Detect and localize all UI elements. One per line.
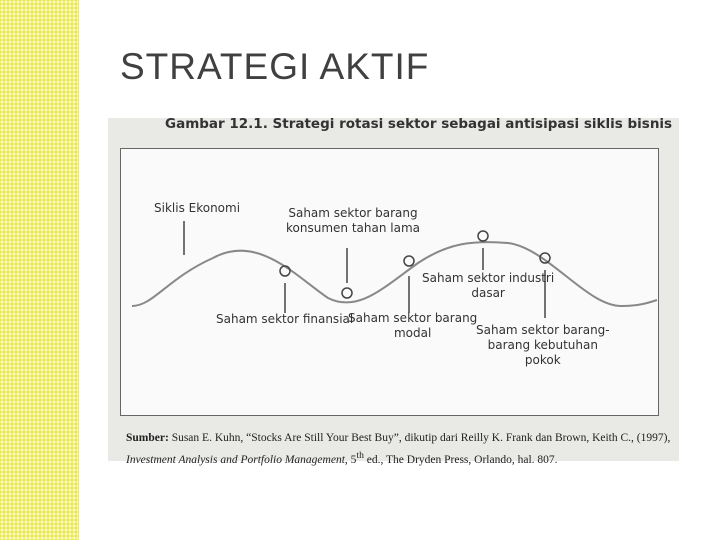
- figure-source: Sumber: Susan E. Kuhn, “Stocks Are Still Your Best Buy”, dikutip dari Reilly K. Frank dan Brown, Keith C., (1997), Investment Analysis and Portfolio Management, 5th ed., The Dryden Press, Orlando, hal. 807.: [126, 432, 671, 466]
- marker-capital: [404, 256, 414, 266]
- figure-caption-number: Gambar 12.1.: [165, 116, 268, 132]
- business-cycle-wave: [132, 242, 657, 306]
- label-consumer-durable: Saham sektor barang konsumen tahan lama: [286, 206, 420, 235]
- label-industrial: Saham sektor industri dasar: [422, 271, 555, 300]
- decorative-side-band: [0, 0, 79, 540]
- slide-title: STRATEGI AKTIF: [120, 46, 430, 87]
- marker-consumer-durable: [342, 288, 352, 298]
- diagram-figure: [108, 116, 679, 466]
- marker-industrial: [478, 231, 488, 241]
- label-economic-cycle: Siklis Ekonomi: [154, 201, 241, 215]
- label-staples: Saham sektor barang- barang kebutuhan pokok: [476, 323, 610, 367]
- figure-caption-text: Strategi rotasi sektor sebagai antisipasi siklis bisnis: [272, 116, 673, 132]
- label-capital: Saham sektor barang modal: [348, 311, 478, 340]
- business-cycle-diagram: [108, 118, 679, 461]
- label-financial: Saham sektor finansial: [216, 312, 354, 326]
